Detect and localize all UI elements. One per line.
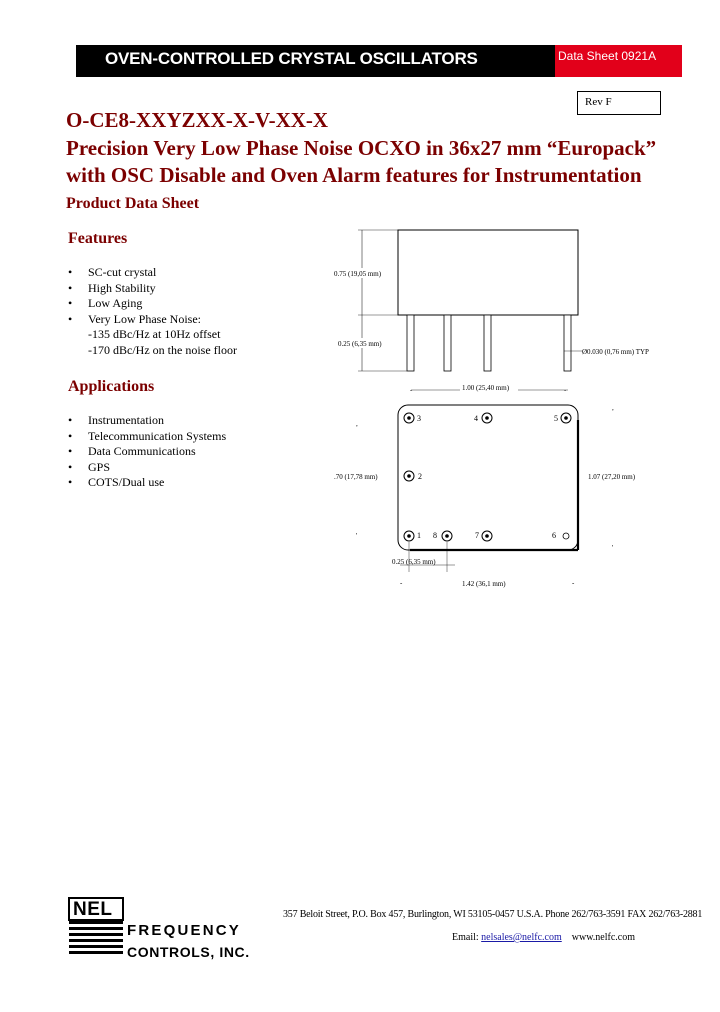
list-item: • SC-cut crystal: [68, 265, 237, 281]
side-view: [332, 230, 649, 394]
top-view: [332, 404, 642, 588]
pin-label: 5: [554, 414, 558, 423]
pin-3: [404, 413, 421, 423]
logo-controls-text: CONTROLS, INC.: [127, 944, 250, 960]
mechanical-drawing: [320, 220, 690, 600]
top-height-right-label: 1.07 (27,20 mm): [588, 473, 636, 481]
pin-1: [404, 531, 421, 541]
pin-length-dimension-label: 0.25 (6,35 mm): [338, 340, 382, 348]
product-title-line3: with OSC Disable and Oven Alarm features for Instrumentation: [66, 163, 642, 187]
product-title-line2: Precision Very Low Phase Noise OCXO in 36x27 mm “Europack”: [66, 136, 657, 160]
list-item: -170 dBc/Hz on the noise floor: [88, 342, 237, 357]
pitch-dimension-label: 1.00 (25,40 mm): [462, 384, 510, 392]
top-view-body: [398, 405, 578, 550]
arrow-mark: ': [612, 544, 614, 552]
pin-7: [475, 531, 492, 541]
side-view-body: [398, 230, 578, 315]
datasheet-number: Data Sheet 0921A: [558, 49, 657, 63]
top-height-left-label: .70 (17,78 mm): [334, 473, 378, 481]
pin-label: 8: [433, 531, 437, 540]
list-item: • Telecommunication Systems: [68, 429, 226, 445]
list-item: • COTS/Dual use: [68, 475, 226, 491]
logo-frequency-text: FREQUENCY: [127, 922, 241, 939]
product-data-sheet-subtitle: Product Data Sheet: [66, 195, 200, 212]
list-item: • Low Aging: [68, 296, 237, 312]
features-heading: Features: [68, 230, 128, 247]
pin-5: [554, 413, 571, 423]
pin-spacing-label: 0.25 (6,35 mm): [392, 558, 436, 566]
website-link[interactable]: www.nelfc.com: [571, 932, 635, 943]
logo-nel-text: NEL: [73, 899, 113, 920]
height-dimension-label: 0.75 (19,05 mm): [334, 270, 382, 278]
revision-box: Rev F: [577, 91, 661, 115]
arrow-mark: ': [356, 532, 358, 540]
arrow-mark: -: [572, 579, 575, 587]
pin-label: 1: [417, 531, 421, 540]
pin-label: 3: [417, 414, 421, 423]
pin-diameter-label: Ø0.030 (0,76 mm) TYP: [582, 348, 649, 356]
pin-label: 4: [474, 414, 478, 423]
features-list: [68, 265, 237, 358]
pin-label: 6: [552, 531, 556, 540]
arrow-mark: -: [400, 579, 403, 587]
pin-label: 2: [418, 472, 422, 481]
footer-contact: [452, 932, 635, 943]
list-item: • High Stability: [68, 281, 237, 297]
side-pin: [564, 315, 571, 371]
arrow-mark: ,: [612, 404, 614, 412]
pin-2: [404, 471, 422, 481]
footer-address: 357 Beloit Street, P.O. Box 457, Burlington, WI 53105-0457 U.S.A. Phone 262/763-3591 FAX 262/763-2881: [283, 909, 703, 920]
part-number-title: O-CE8-XXYZXX-X-V-XX-X: [66, 108, 329, 132]
side-pin: [484, 315, 491, 371]
list-item: • Data Communications: [68, 444, 226, 460]
list-item: • GPS: [68, 460, 226, 476]
arrow-mark: -: [564, 386, 567, 394]
top-width-label: 1.42 (36,1 mm): [462, 580, 506, 588]
pin-label: 7: [475, 531, 479, 540]
header-title: OVEN-CONTROLLED CRYSTAL OSCILLATORS: [105, 49, 478, 68]
applications-list: [68, 413, 226, 491]
email-label: Email:: [452, 932, 479, 943]
pin-4: [474, 413, 492, 423]
email-link[interactable]: nelsales@nelfc.com: [481, 932, 562, 943]
list-item: -135 dBc/Hz at 10Hz offset: [88, 327, 221, 341]
applications-heading: Applications: [68, 378, 155, 395]
list-item: • Instrumentation: [68, 413, 226, 429]
list-item: • Very Low Phase Noise:: [68, 312, 237, 328]
side-pin: [444, 315, 451, 371]
arrow-mark: -: [410, 386, 413, 394]
side-pin: [407, 315, 414, 371]
arrow-mark: ,: [356, 420, 358, 428]
